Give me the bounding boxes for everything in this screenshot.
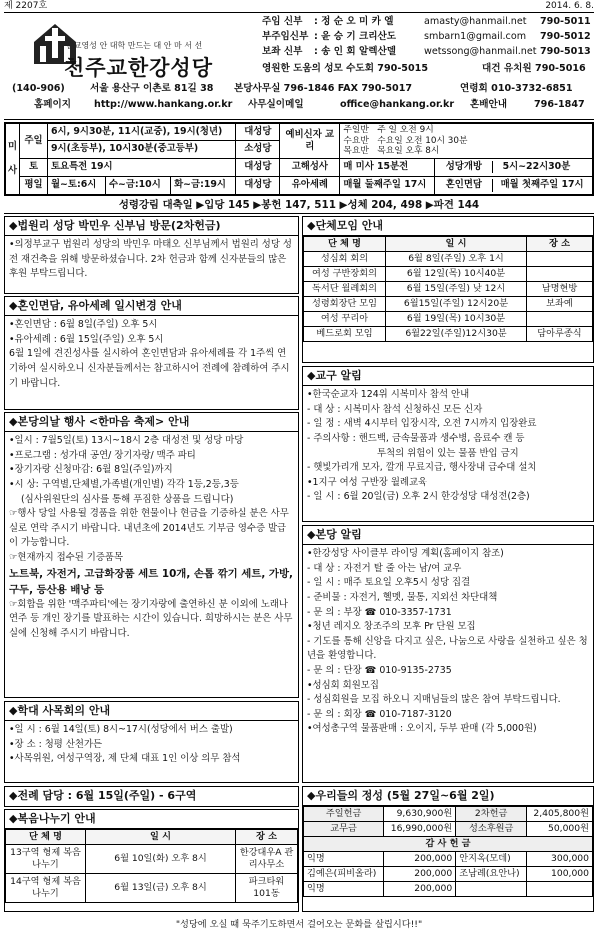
issue-number: 제 2207호	[4, 1, 48, 11]
study-line-3: •사목위원, 여성구역장, 제 단체 대표 1인 이상 의무 참석	[9, 753, 241, 765]
fest-line-3: •장기자랑 신청마감: 6월 8일(주일)까지	[9, 464, 173, 476]
bible-cell: 파크타워 101동	[236, 874, 298, 903]
table-row	[304, 282, 593, 297]
bible-head-row	[6, 830, 298, 845]
adoration-time: 5시~22시30분	[502, 161, 571, 173]
groups-table	[303, 236, 593, 342]
groups-cell: 6월 15일(주일) 낮 12시	[386, 282, 527, 297]
table-row	[304, 867, 593, 882]
bible-cell: 6월 13일(금) 오후 8시	[86, 874, 236, 903]
section-diocese-title: ◆교구 알림	[303, 367, 593, 386]
office-mail-link[interactable]: office@hankang.or.kr	[340, 99, 455, 110]
clergy-phone-1: 790-5011	[540, 16, 591, 27]
section-visit-title: ◆법원리 성당 박민우 신부님 방문(2차헌금)	[5, 217, 298, 236]
table-row	[6, 845, 298, 874]
table-row	[304, 327, 593, 342]
groups-cell: 베드로회 모임	[304, 327, 386, 342]
section-marriage-title: ◆혼인면담, 유아세례 일시변경 안내	[5, 297, 298, 316]
table-row	[304, 267, 593, 282]
weekday-place: 대성당	[236, 176, 280, 194]
groups-cell: 6월15일(주일) 12시20분	[386, 297, 527, 312]
table-row	[304, 882, 593, 897]
gift-cell: 안지옥(모데)	[456, 852, 527, 867]
section-liturgy	[4, 786, 299, 807]
offering-cell: 16,990,000원	[384, 822, 456, 837]
postal-code: (140-906)	[12, 83, 65, 94]
clergy-name-3: : 송 인 회 알렉산델	[314, 46, 397, 57]
clergy-email-1: amasty@hanmail.net	[424, 16, 527, 27]
groups-cell: 여성 구반장회의	[304, 267, 386, 282]
diocese-line-1: •한국순교자 124위 시복미사 참석 안내	[307, 389, 470, 401]
issue-date: 2014. 6. 8.	[545, 1, 594, 11]
section-study	[4, 701, 299, 783]
groups-col-time: 일 시	[386, 237, 527, 252]
parish-line-5: - 문 의 : 부장 ☎ 010-3357-1731	[307, 606, 452, 618]
bible-table	[5, 829, 298, 903]
study-line-1: •일 시 : 6월 14일(토) 8시~17시(성당에서 버스 출발)	[9, 724, 233, 736]
study-line-2: •장 소 : 청평 산천가든	[9, 738, 103, 750]
offering-table	[303, 806, 593, 897]
groups-cell: 성심회 회의	[304, 252, 386, 267]
diocese-line-3: - 일 정 : 새벽 4시부터 입장시작, 오전 7시까지 입장완료	[307, 418, 537, 430]
cat-time-3: 목요일 오후 8시	[377, 146, 440, 157]
marriage-time: 매월 첫째주일 17시	[500, 179, 584, 191]
bible-cell: 6월 10일(화) 오후 8시	[86, 845, 236, 874]
groups-cell: 6월 8일(주일) 오후 1시	[386, 252, 527, 267]
gift-cell: 익명	[304, 882, 384, 897]
fest-line-2: •프로그램 : 성가대 공연/ 장기자랑/ 맥주 파티	[9, 449, 196, 461]
mass-stats: 성령강림 대축일 ▶입당 145 ▶봉헌 147, 511 ▶성체 204, 498 ▶파견 144	[4, 197, 594, 214]
offering-cell: 9,630,900원	[384, 807, 456, 822]
parish-line-4: - 준비물 : 자전거, 헬멧, 물통, 지외선 차단대책	[307, 592, 498, 604]
weekday-time-b: 수~금:10시	[105, 176, 170, 194]
clergy-email-3: wetssong@hanmail.net	[424, 46, 537, 57]
fest-line-7: ☞현재까지 접수된 기증품목	[9, 551, 123, 563]
parish-line-9: •성심회 회원모집	[307, 679, 379, 691]
clergy-role-1: 주임 신부	[262, 16, 303, 27]
groups-cell: 6월 12일(목) 10시40분	[386, 267, 527, 282]
groups-col-name: 단 체 명	[304, 237, 386, 252]
weekday-time-c: 화~금:19시	[171, 176, 236, 194]
bible-cell: 14구역 형제 복음나누기	[6, 874, 86, 903]
groups-cell: 보좌예	[527, 297, 593, 312]
section-festival-title: ◆본당의날 행사 <한마음 축제> 안내	[5, 413, 298, 432]
parish-line-1: •한강성당 사이클부 라이딩 계획(홈페이지 참조)	[307, 548, 504, 560]
clergy-phone-2: 790-5012	[540, 31, 591, 42]
groups-cell: 독서단 월례회의	[304, 282, 386, 297]
adoration-label: 성당개방	[435, 161, 493, 173]
table-row	[304, 252, 593, 267]
funeral-line: 연령회 010-3732-6851	[460, 83, 573, 94]
fest-line-1: •일시 : 7월5일(토) 13시~18시 2층 대성전 및 성당 마당	[9, 435, 244, 447]
weekday-label: 평일	[20, 176, 48, 194]
confession-time: 매 미사 15분전	[340, 158, 435, 176]
confession-label: 고해성사	[280, 158, 340, 176]
gift-cell: 200,000	[384, 867, 456, 882]
logo-subtitle: 순교영성 안 대학 만드는 대 안 마 서 선	[66, 41, 203, 50]
saturday-place: 대성당	[236, 158, 280, 176]
table-row	[304, 807, 593, 822]
groups-cell: 담아루종식	[527, 327, 593, 342]
offering-cell: 2,405,800원	[527, 807, 593, 822]
section-visit-body: •의정부교구 법원리 성당의 박민우 마태오 신부님께서 법원리 성당 성전 재건축을 위해 방문하셨습니다. 2차 헌금과 함께 신자분들의 많은 후원 부탁드립니다.	[9, 239, 292, 280]
cat-class-3: 목요반	[343, 146, 369, 157]
table-row	[304, 852, 593, 867]
groups-cell	[527, 267, 593, 282]
thanks-row	[304, 837, 593, 852]
section-parish	[302, 525, 594, 783]
kindergarten-line: 대건 유치원 790-5016	[482, 63, 586, 74]
groups-head-row	[304, 237, 593, 252]
gift-cell: 200,000	[384, 882, 456, 897]
wedding-label: 혼배안내	[470, 99, 508, 110]
section-marriage	[4, 296, 299, 410]
diocese-line-5: 투척의 위험이 있는 물품 반입 금지	[377, 447, 519, 459]
marriage-line-3: 6월 1일에 견진성사를 실시하여 혼인면담과 유아세례를 각 1주씩 연기하여 실시하오니 신자분들께서는 참고하시어 전례에 참례하여 주시기 바랍니다.	[9, 348, 290, 389]
section-study-title: ◆학대 사목회의 안내	[5, 702, 298, 721]
fest-line-4: •시 상: 구역별,단체별,가족별(개인별) 각각 1등,2등,3등	[9, 479, 239, 491]
mass-side-label	[6, 124, 20, 195]
section-diocese	[302, 366, 594, 522]
gift-cell	[456, 882, 527, 897]
offering-cell: 50,000원	[527, 822, 593, 837]
infant-baptism-time: 매월 둘째주일 17시	[340, 176, 435, 194]
sunday-label: 주일	[20, 124, 48, 159]
mass-side-1: 미	[7, 140, 18, 152]
wedding-phone: 796-1847	[534, 99, 585, 110]
section-offering-title: ◆우리들의 정성 (5월 27일~6월 2일)	[303, 787, 593, 806]
groups-cell: 성령회장단 모임	[304, 297, 386, 312]
sunday-place-2: 소성당	[236, 141, 280, 158]
table-row	[304, 312, 593, 327]
parish-line-10: - 성심회원을 모집 하오니 지매님들의 많은 참여 부탁드립니다.	[307, 694, 561, 706]
offering-cell: 주일헌금	[304, 807, 384, 822]
diocese-line-6: - 햇빛가리개 모자, 깔개 무료지급, 행사장내 급수대 설치	[307, 462, 537, 474]
cat-time-2: 수요일 오전 10시 30분	[377, 135, 468, 146]
table-row	[6, 874, 298, 903]
section-groups	[302, 216, 594, 363]
clergy-role-3: 보좌 신부	[262, 46, 303, 57]
diocese-line-4: - 주의사항 : 핸드백, 금속물품과 생수병, 음료수 캔 등	[307, 433, 525, 445]
groups-cell: 여성 꾸리아	[304, 312, 386, 327]
bulletin-header	[4, 12, 594, 120]
infant-baptism-label: 유아세례	[280, 176, 340, 194]
parish-line-3: - 일 시 : 매주 토요일 오후5시 성당 집결	[307, 577, 471, 589]
mass-side-2: 사	[7, 165, 18, 177]
bible-col-group: 단 체 명	[6, 830, 86, 845]
section-parish-title: ◆본당 알림	[303, 526, 593, 545]
gift-cell	[527, 882, 593, 897]
sunday-times-1: 6시, 9시30분, 11시(교중), 19시(청년)	[48, 124, 236, 141]
table-row	[304, 822, 593, 837]
gift-cell: 300,000	[527, 852, 593, 867]
gift-cell: 조남례(요안나)	[456, 867, 527, 882]
thanks-label: 감 사 헌 금	[304, 837, 593, 852]
homepage-label: 홈페이지	[34, 99, 72, 110]
diocese-line-2: - 대 상 : 시복미사 참석 신청하신 모든 신자	[307, 403, 483, 415]
marriage-line-1: •혼인면담 : 6월 8일(주일) 오후 5시	[9, 319, 158, 331]
parish-line-7: - 기도를 통해 신앙을 다지고 싶은, 나눔으로 사랑을 실천하고 싶은 청년을 환영합니다.	[307, 635, 588, 662]
fest-line-8: 노트북, 자전거, 고급화장품 세트 10개, 손톱 깎기 세트, 가방, 구두, 등산용 배낭 등	[9, 567, 293, 596]
section-groups-title: ◆단체모임 안내	[303, 217, 593, 236]
clergy-name-1: : 정 순 오 미 카 엘	[314, 16, 394, 27]
bible-cell: 13구역 형제 복음나누기	[6, 845, 86, 874]
sunday-times-2: 9시(초등부), 10시30분(중고등부)	[48, 141, 236, 158]
offering-cell: 2차헌금	[456, 807, 527, 822]
section-liturgy-title: ◆전례 담당 : 6월 15일(주일) - 6구역	[5, 787, 298, 805]
clergy-role-2: 부주임신부	[262, 31, 309, 42]
cat-row-1	[343, 125, 589, 136]
table-row	[304, 297, 593, 312]
cat-row-3	[343, 146, 589, 157]
diocese-line-8: - 일 시 : 6월 20일(금) 오후 2시 한강성당 대성전(2층)	[307, 491, 530, 503]
section-festival	[4, 412, 299, 698]
homepage-link[interactable]: http://www.hankang.or.kr	[94, 99, 233, 110]
groups-cell: 6월 19일(목) 10시30분	[386, 312, 527, 327]
bible-cell: 한강대우A 관리사무소	[236, 845, 298, 874]
catechumen-label: 예비신자 교 리	[280, 124, 340, 159]
section-bible	[4, 809, 299, 912]
parish-line-2: - 대 상 : 자전거 탈 줄 아는 남/여 교우	[307, 562, 462, 574]
office-line: 본당사무실 796-1846 FAX 790-5017	[234, 83, 413, 94]
mass-schedule	[4, 122, 594, 196]
nuns-line: 영원한 도움의 성모 수도회 790-5015	[262, 63, 429, 74]
section-bible-title: ◆복음나누기 안내	[5, 810, 298, 829]
fest-line-9: ☞회합을 위한 '맥주파티'에는 장기자랑에 출연하신 분 이외에 노래나 연주 등 개인 장기를 발표하는 시간이 있습니다. 희망하시는 분은 사무실에 신청해 주시기 바랍니다.	[9, 598, 293, 639]
parish-name: 천주교한강성당	[64, 56, 214, 80]
gift-cell: 100,000	[527, 867, 593, 882]
groups-cell	[527, 252, 593, 267]
parish-line-6: •청년 레지오 창조주의 모후 Pr 단원 모집	[307, 621, 476, 633]
sunday-place-1: 대성당	[236, 124, 280, 141]
offering-cell: 성소후원금	[456, 822, 527, 837]
groups-cell: 남명현방	[527, 282, 593, 297]
parish-line-8: - 문 의 : 단장 ☎ 010-9135-2735	[307, 664, 452, 676]
bible-col-place: 장 소	[236, 830, 298, 845]
adoration-cell	[435, 158, 593, 176]
diocese-line-7: •1지구 여성 구반장 월례교육	[307, 476, 428, 488]
gift-cell: 김예은(피비올라)	[304, 867, 384, 882]
parish-line-12: •여성총구역 물품판매 : 오이지, 두부 판매 (각 5,000원)	[307, 723, 537, 735]
bible-col-time: 일 시	[86, 830, 236, 845]
marriage-label: 혼인면담	[435, 179, 493, 191]
clergy-phone-3: 790-5013	[540, 46, 591, 57]
cat-class-1: 주일반	[343, 125, 369, 136]
address: 서울 용산구 이촌로 81길 38	[90, 83, 214, 94]
clergy-name-2: : 윤 승 기 크리산도	[314, 31, 397, 42]
saturday-label: 토	[20, 158, 48, 176]
fest-line-6: ☞행사 당일 사용될 경품을 위한 현물이나 현금을 기증하실 분은 사무실로 연락 주시기 바랍니다. 내년초에 2014년도 기부금 영수증 발급이 가능합니다.	[9, 508, 289, 549]
saturday-time: 토요특전 19시	[48, 158, 236, 176]
section-offering	[302, 786, 594, 912]
cat-class-2: 수요반	[343, 135, 369, 146]
marriage-line-2: •유아세례 : 6월 15일(주일) 오후 5시	[9, 333, 164, 345]
weekday-time-a: 월~토:6시	[48, 176, 106, 194]
groups-col-place: 장 소	[527, 237, 593, 252]
gift-cell: 익명	[304, 852, 384, 867]
groups-cell	[527, 312, 593, 327]
offering-cell: 교무금	[304, 822, 384, 837]
fest-line-5: (심사위원단의 심사를 통해 푸짐한 상품을 드립니다)	[21, 493, 234, 505]
parish-line-11: - 문 의 : 회장 ☎ 010-7187-3120	[307, 708, 452, 720]
gift-cell: 200,000	[384, 852, 456, 867]
catechumen-classes	[340, 124, 593, 159]
marriage-cell	[435, 176, 593, 194]
office-mail-label: 사무실이메일	[248, 99, 304, 110]
cat-time-1: 주 일 오전 9시	[377, 125, 434, 136]
groups-cell: 6월22일(주일)12시30분	[386, 327, 527, 342]
section-visit	[4, 216, 299, 294]
cat-row-2	[343, 136, 589, 147]
clergy-email-2: smbarn1@gmail.com	[424, 31, 527, 42]
footer-slogan: "성당에 오실 때 묵주기도하면서 걸어오는 문화를 살립시다!!"	[175, 919, 423, 930]
